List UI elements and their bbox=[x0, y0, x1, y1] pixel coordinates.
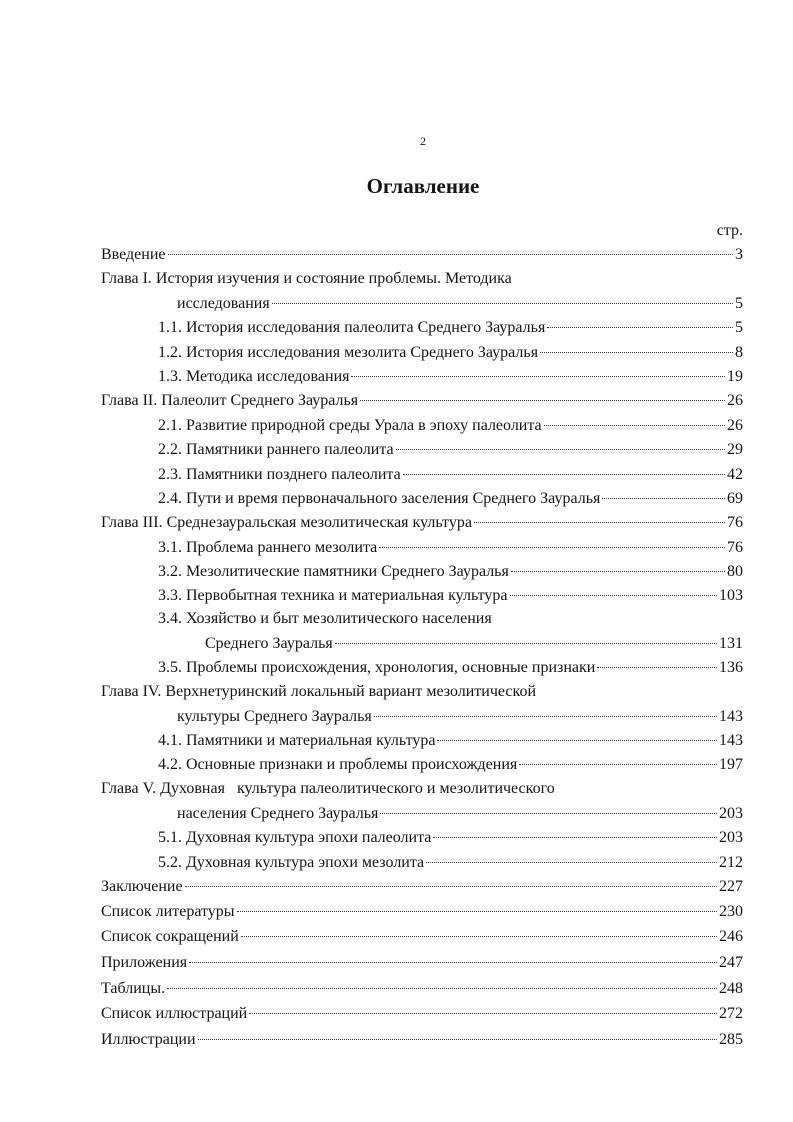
toc-label: 2.3. Памятники позднего палеолита bbox=[158, 466, 401, 483]
dot-leader bbox=[198, 1039, 717, 1040]
dot-leader bbox=[426, 862, 717, 863]
dot-leader bbox=[237, 911, 717, 912]
page-number: 2 bbox=[420, 134, 426, 148]
toc-label: 3.4. Хозяйство и быт мезолитического населения bbox=[158, 610, 492, 627]
toc-entry-abbreviations bbox=[0, 926, 793, 948]
toc-page: 197 bbox=[719, 756, 743, 773]
toc-heading-chapter-5 bbox=[0, 778, 793, 800]
toc-page: 29 bbox=[727, 441, 743, 458]
toc-page: 203 bbox=[719, 805, 743, 822]
dot-leader bbox=[511, 571, 725, 572]
dot-leader bbox=[272, 303, 733, 304]
toc-page: 42 bbox=[727, 466, 743, 483]
toc-page: 131 bbox=[719, 635, 743, 652]
dot-leader bbox=[602, 498, 725, 499]
toc-entry-3-3 bbox=[0, 585, 793, 607]
toc-page: 5 bbox=[735, 295, 743, 312]
dot-leader bbox=[241, 936, 717, 937]
toc-page: 203 bbox=[719, 829, 743, 846]
dot-leader bbox=[396, 449, 725, 450]
dot-leader bbox=[380, 813, 717, 814]
toc-label: культуры Среднего Зауралья bbox=[177, 708, 372, 725]
toc-page: 230 bbox=[719, 903, 743, 920]
toc-page: 103 bbox=[719, 587, 743, 604]
toc-page: 248 bbox=[719, 980, 743, 997]
dot-leader bbox=[379, 547, 725, 548]
toc-label: 3.2. Мезолитические памятники Среднего Зауралья bbox=[158, 563, 509, 580]
toc-label: Глава IV. Верхнетуринский локальный вариант мезолитической bbox=[101, 683, 537, 700]
toc-heading-3-4 bbox=[0, 608, 793, 630]
dot-leader bbox=[168, 254, 734, 255]
toc-label: 1.1. История исследования палеолита Среднего Зауралья bbox=[158, 319, 546, 336]
toc-page: 69 bbox=[727, 490, 743, 507]
dot-leader bbox=[519, 764, 717, 765]
toc-entry-3-2 bbox=[0, 561, 793, 583]
dot-leader bbox=[403, 474, 725, 475]
toc-entry-chapter-2 bbox=[0, 390, 793, 412]
toc-label: Приложения bbox=[101, 954, 188, 971]
toc-entry-introduction bbox=[0, 244, 793, 266]
toc-entry-1-3 bbox=[0, 366, 793, 388]
toc-entry-3-1 bbox=[0, 537, 793, 559]
toc-label: 4.1. Памятники и материальная культура bbox=[158, 732, 436, 749]
dot-leader bbox=[374, 716, 717, 717]
toc-label: 5.1. Духовная культура эпохи палеолита bbox=[158, 829, 432, 846]
page-title: Оглавление bbox=[366, 174, 480, 198]
toc-label: Введение bbox=[101, 246, 166, 263]
toc-label: Таблицы. bbox=[101, 980, 166, 997]
toc-label: Глава I. История изучения и состояние проблемы. Методика bbox=[101, 270, 512, 287]
toc-label: 2.4. Пути и время первоначального заселения Среднего Зауралья bbox=[158, 490, 601, 507]
dot-leader bbox=[335, 643, 717, 644]
toc-page: 5 bbox=[735, 319, 743, 336]
toc-page: 19 bbox=[727, 368, 743, 385]
dot-leader bbox=[597, 667, 717, 668]
toc-page: 247 bbox=[719, 954, 743, 971]
toc-label: 3.1. Проблема раннего мезолита bbox=[158, 539, 378, 556]
dot-leader bbox=[351, 376, 725, 377]
toc-label: Глава III. Среднезауральская мезолитическая культура bbox=[101, 514, 472, 531]
toc-label: Среднего Зауралья bbox=[205, 635, 333, 652]
toc-page: 246 bbox=[719, 928, 743, 945]
dot-leader bbox=[437, 740, 717, 741]
toc-label: населения Среднего Зауралья bbox=[177, 805, 379, 822]
toc-page: 26 bbox=[727, 417, 743, 434]
dot-leader bbox=[433, 837, 717, 838]
toc-label: 3.3. Первобытная техника и материальная культура bbox=[158, 587, 508, 604]
dot-leader bbox=[360, 400, 725, 401]
toc-entry-chapter-4 bbox=[0, 706, 793, 728]
dot-leader bbox=[474, 522, 725, 523]
toc-label: 5.2. Духовная культура эпохи мезолита bbox=[158, 854, 425, 871]
toc-page: 8 bbox=[735, 344, 743, 361]
toc-entry-2-3 bbox=[0, 464, 793, 486]
toc-entry-chapter-3 bbox=[0, 512, 793, 534]
toc-entry-1-1 bbox=[0, 317, 793, 339]
toc-entry-4-1 bbox=[0, 730, 793, 752]
toc-heading-chapter-1 bbox=[0, 268, 793, 290]
toc-label: Список литературы bbox=[101, 903, 235, 920]
toc-page: 3 bbox=[735, 246, 743, 263]
toc-entry-2-4 bbox=[0, 488, 793, 510]
toc-label: исследования bbox=[177, 295, 270, 312]
toc-page: 76 bbox=[727, 539, 743, 556]
toc-label: 1.2. История исследования мезолита Среднего Зауралья bbox=[158, 344, 539, 361]
toc-entry-3-5 bbox=[0, 657, 793, 679]
toc-page: 285 bbox=[719, 1031, 743, 1048]
toc-page: 227 bbox=[719, 878, 743, 895]
toc-label: 3.5. Проблемы происхождения, хронология, основные признаки bbox=[158, 659, 596, 676]
toc-page: 143 bbox=[719, 732, 743, 749]
toc-label: Список сокращений bbox=[101, 928, 239, 945]
toc-label: 2.1. Развитие природной среды Урала в эпоху палеолита bbox=[158, 417, 542, 434]
toc-heading-chapter-4 bbox=[0, 681, 793, 703]
toc-label: 1.3. Методика исследования bbox=[158, 368, 350, 385]
toc-page: 76 bbox=[727, 514, 743, 531]
toc-entry-5-1 bbox=[0, 827, 793, 849]
dot-leader bbox=[510, 595, 717, 596]
toc-page: 26 bbox=[727, 392, 743, 409]
dot-leader bbox=[167, 988, 717, 989]
dot-leader bbox=[547, 327, 733, 328]
dot-leader bbox=[189, 962, 717, 963]
toc-entry-list-of-illustrations bbox=[0, 1003, 793, 1025]
toc-page: 80 bbox=[727, 563, 743, 580]
toc-entry-3-4 bbox=[0, 633, 793, 655]
toc-entry-appendices bbox=[0, 952, 793, 974]
toc-entry-1-2 bbox=[0, 342, 793, 364]
toc-entry-2-1 bbox=[0, 415, 793, 437]
toc-entry-2-2 bbox=[0, 439, 793, 461]
toc-entry-chapter-5 bbox=[0, 803, 793, 825]
toc-entry-chapter-1 bbox=[0, 293, 793, 315]
dot-leader bbox=[249, 1013, 717, 1014]
toc-label: Глава II. Палеолит Среднего Зауралья bbox=[101, 392, 359, 409]
toc-entry-illustrations bbox=[0, 1029, 793, 1051]
toc-label: Иллюстрации bbox=[101, 1031, 196, 1048]
page-column-label: стр. bbox=[716, 222, 743, 239]
toc-label: Список иллюстраций bbox=[101, 1005, 248, 1022]
toc-entry-4-2 bbox=[0, 754, 793, 776]
toc-entry-conclusion bbox=[0, 876, 793, 898]
toc-label: 2.2. Памятники раннего палеолита bbox=[158, 441, 394, 458]
toc-page: 272 bbox=[719, 1005, 743, 1022]
toc-label: 4.2. Основные признаки и проблемы происхождения bbox=[158, 756, 518, 773]
toc-label: Заключение bbox=[101, 878, 183, 895]
toc-page: 143 bbox=[719, 708, 743, 725]
toc-page: 136 bbox=[719, 659, 743, 676]
toc-entry-references bbox=[0, 901, 793, 923]
dot-leader bbox=[540, 352, 733, 353]
toc-entry-tables bbox=[0, 978, 793, 1000]
toc-entry-5-2 bbox=[0, 852, 793, 874]
dot-leader bbox=[544, 425, 725, 426]
dot-leader bbox=[185, 886, 717, 887]
toc-label: Глава V. Духовная культура палеолитического и мезолитического bbox=[101, 780, 555, 797]
toc-page: 212 bbox=[719, 854, 743, 871]
